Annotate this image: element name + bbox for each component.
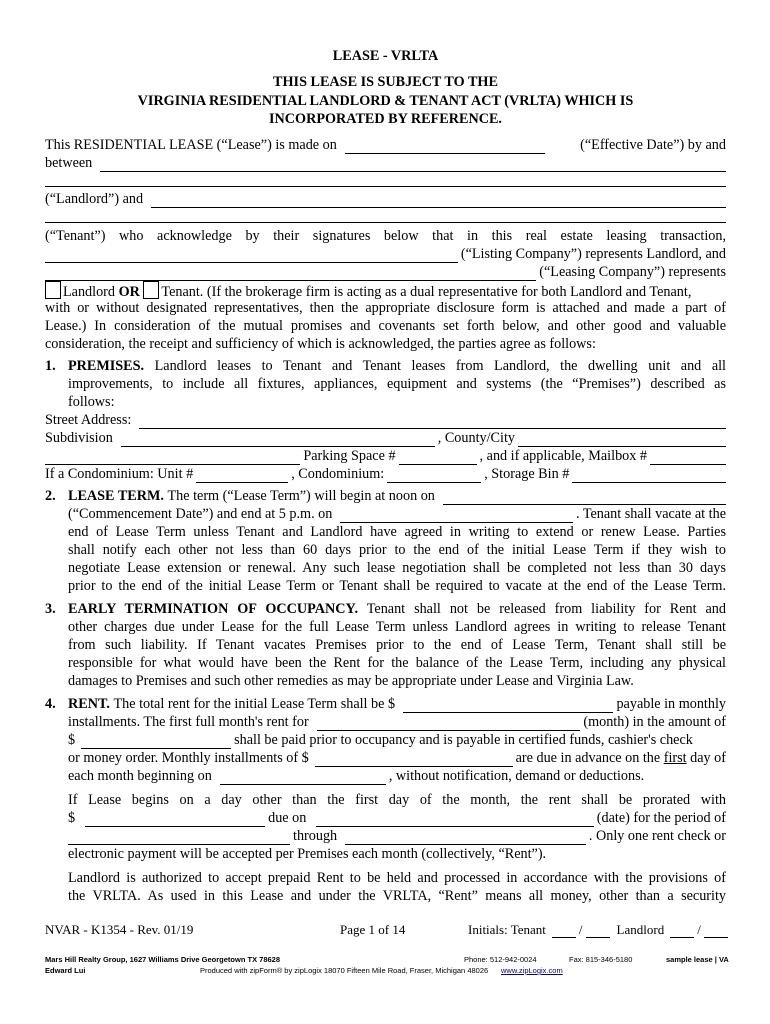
- lease-term-line-4: shall notify each other not less than 60 days prior to the end of the initial Lease Term if they wish to: [68, 542, 726, 558]
- intro-line-landlord: [45, 190, 726, 208]
- rent-text-4b: are due in advance on the: [515, 750, 661, 766]
- leasing-company-field[interactable]: [45, 267, 536, 281]
- rent-text-2b: (month) in the amount of: [583, 714, 726, 730]
- subtitle-line-1: THIS LEASE IS SUBJECT TO THE: [273, 74, 498, 90]
- page-number: Page 1 of 14: [340, 922, 406, 937]
- intro-line-leasing-company: [45, 263, 726, 281]
- street-address-label: Street Address:: [45, 412, 132, 428]
- first-month-amount-field[interactable]: [81, 735, 231, 749]
- commencement-date-field[interactable]: [443, 491, 726, 505]
- rent-line-10: Landlord is authorized to accept prepaid Rent to be held and processed in accordance with the provisions of: [68, 870, 726, 886]
- rent-text-7c: (date) for the period of: [596, 810, 726, 826]
- prorated-amount-field[interactable]: [85, 813, 265, 827]
- premises-number: 1.: [45, 358, 56, 374]
- lease-term-text-2a: (“Commencement Date”) and end at 5 p.m. on: [68, 506, 333, 522]
- street-address-row: [45, 411, 726, 429]
- condominium-row: [45, 465, 726, 483]
- initials-row: [468, 922, 728, 938]
- premises-heading: PREMISES.: [68, 358, 145, 374]
- initials-landlord-label: Landlord: [616, 922, 665, 937]
- early-termination-number: 3.: [45, 601, 56, 617]
- rent-text-3b: shall be paid prior to occupancy and is payable in certified funds, cashier's check: [234, 732, 693, 748]
- premises-line-2: improvements, to include all fixtures, appliances, equipment and systems (the “Premises”) described as: [68, 376, 726, 392]
- rent-number: 4.: [45, 696, 56, 712]
- rent-line-6: If Lease begins on a day other than the first day of the month, the rent shall be prorated with: [68, 792, 726, 808]
- listing-company-text: (“Listing Company”) represents Landlord, and: [460, 246, 726, 262]
- rent-text-4d: day of: [690, 750, 726, 766]
- initials-tenant-label: Initials: Tenant: [468, 922, 546, 937]
- rent-text-1b: payable in monthly: [616, 696, 726, 712]
- form-id: NVAR - K1354 - Rev. 01/19: [45, 922, 194, 937]
- tenant-acknowledge-text: (“Tenant”) who acknowledge by their signatures below that in this real estate leasing transaction,: [45, 228, 726, 244]
- document-name: sample lease | VA: [666, 955, 729, 964]
- intro-line-between: [45, 154, 726, 172]
- rent-text-7b: due on: [268, 810, 307, 826]
- rent-text-8b: . Only one rent check or: [588, 828, 726, 844]
- rent-line-1: [45, 695, 726, 713]
- storage-bin-label: , Storage Bin #: [484, 466, 570, 482]
- early-termination-line-5: damages to Premises and such other remedies as may be appropriate under Lease and Virginia Law.: [68, 673, 634, 689]
- subdivision-row: [45, 429, 726, 447]
- county-field[interactable]: [518, 433, 726, 447]
- prorated-start-field[interactable]: [68, 831, 290, 845]
- or-label: OR: [118, 284, 140, 300]
- effective-date-field[interactable]: [345, 140, 545, 154]
- mailbox-label: , and if applicable, Mailbox #: [479, 448, 647, 464]
- subdivision-field[interactable]: [121, 433, 435, 447]
- tenant-initial-1-field[interactable]: [552, 924, 576, 938]
- rent-line-9: electronic payment will be accepted per Premises each month (collectively, “Rent”).: [68, 846, 547, 862]
- lease-term-text-1: The term (“Lease Term”) will begin at noon on: [167, 488, 435, 504]
- installments-begin-field[interactable]: [220, 771, 386, 785]
- landlord-initial-2-field[interactable]: [704, 924, 728, 938]
- lease-term-line-1: [45, 487, 726, 505]
- lease-term-number: 2.: [45, 488, 56, 504]
- landlord-checkbox[interactable]: [45, 281, 61, 299]
- ziplogix-link[interactable]: www.zipLogix.com: [501, 966, 563, 975]
- rent-text-4a: or money order. Monthly installments of $: [68, 750, 309, 766]
- rent-line-2: [68, 713, 726, 731]
- landlord-name-field-2[interactable]: [45, 186, 726, 187]
- street-address-field[interactable]: [139, 415, 726, 429]
- tenant-option-label: Tenant. (If the brokerage firm is acting as a dual representative for both Landlord and Tenant,: [161, 284, 692, 300]
- early-termination-text-1: Tenant shall not be released from liability for Rent and: [366, 601, 726, 617]
- company-phone: Phone: 512-942-0024: [464, 955, 537, 964]
- intro-line-made-on: [45, 136, 726, 154]
- rent-text-3a: $: [68, 732, 76, 748]
- early-termination-line-3: from such liability. If Tenant vacates Premises prior to the end of Lease Term, Tenant shall still be: [68, 637, 726, 653]
- rent-line-5: [68, 767, 726, 785]
- landlord-initial-1-field[interactable]: [670, 924, 694, 938]
- between-text: between: [45, 155, 93, 171]
- lease-term-line-3: end of Lease Term unless Tenant and Landlord have agreed in writing to extend or renew Lease. Parties: [68, 524, 726, 540]
- lease-term-heading: LEASE TERM.: [68, 488, 164, 504]
- rent-text-2a: installments. The first full month's rent for: [68, 714, 309, 730]
- company-fax: Fax: 815-346-5180: [569, 955, 633, 964]
- lease-term-text-2b: . Tenant shall vacate at the: [575, 506, 726, 522]
- company-info: Mars Hill Realty Group, 1627 Williams Drive Georgetown TX 78628: [45, 955, 281, 964]
- county-label: , County/City: [437, 430, 515, 446]
- rent-text-5b: , without notification, demand or deductions.: [388, 768, 645, 784]
- intro-line-representation: [45, 281, 726, 301]
- prorated-end-field[interactable]: [345, 831, 586, 845]
- parking-label: Parking Space #: [303, 448, 396, 464]
- effective-date-text: (“Effective Date”) by and: [580, 137, 726, 153]
- early-termination-heading: EARLY TERMINATION OF OCCUPANCY.: [68, 601, 359, 617]
- parking-prefix-field[interactable]: [45, 451, 300, 465]
- intro-paragraph-line-4: consideration, the receipt and sufficiency of which is acknowledged, the parties agree as follows:: [45, 336, 596, 352]
- rent-text-4c: first: [663, 750, 687, 766]
- lease-term-line-2: [68, 505, 726, 523]
- leasing-company-text: (“Leasing Company”) represents: [539, 264, 726, 280]
- agent-name: Edward Lui: [45, 966, 86, 975]
- rent-line-8: [68, 827, 726, 845]
- end-date-field[interactable]: [340, 509, 573, 523]
- rent-text-8a: through: [293, 828, 338, 844]
- prorated-date-field[interactable]: [316, 813, 593, 827]
- lease-term-line-6: prior to the end of the initial Lease Term or Tenant shall be required to vacate at the end of the Lease Term.: [68, 578, 726, 594]
- condominium-label: , Condominium:: [291, 466, 385, 482]
- rent-text-1a: The total rent for the initial Lease Term shall be $: [113, 696, 396, 712]
- landlord-option-label: Landlord: [63, 284, 116, 300]
- early-termination-line-1: [45, 600, 726, 618]
- rent-line-7: [68, 809, 726, 827]
- mailbox-field[interactable]: [650, 451, 726, 465]
- document-title: LEASE - VRLTA: [332, 48, 439, 64]
- subtitle-line-2: VIRGINIA RESIDENTIAL LANDLORD & TENANT ACT (VRLTA) WHICH IS: [137, 93, 634, 109]
- rent-text-7a: $: [68, 810, 76, 826]
- rent-line-4: [68, 749, 726, 767]
- premises-text-1: Landlord leases to Tenant and Tenant leases from Landlord, the dwelling unit and all: [154, 358, 726, 374]
- early-termination-line-2: other charges due under Lease for the full Lease Term unless Landlord agrees in writing to release Tenant: [68, 619, 726, 635]
- rent-text-5a: each month beginning on: [68, 768, 212, 784]
- first-month-field[interactable]: [317, 717, 581, 731]
- tenant-name-field-1[interactable]: [151, 194, 726, 208]
- rent-line-11: the VRLTA. As used in this Lease and under the VRLTA, “Rent” means all money, other than a security: [68, 888, 726, 904]
- premises-line-1: [45, 357, 726, 375]
- landlord-name-field-1[interactable]: [100, 158, 726, 172]
- zipform-notice: Produced with zipForm® by zipLogix 18070 Fifteen Mile Road, Fraser, Michigan 48026: [200, 966, 489, 975]
- monthly-installment-field[interactable]: [315, 753, 513, 767]
- parking-space-field[interactable]: [399, 451, 477, 465]
- subtitle-line-3: INCORPORATED BY REFERENCE.: [269, 111, 502, 127]
- premises-line-3: follows:: [68, 394, 115, 410]
- intro-paragraph-line-3: Lease.) In consideration of the mutual promises and covenants set forth below, and other good and valuable: [45, 318, 726, 334]
- condo-unit-label: If a Condominium: Unit #: [45, 466, 194, 482]
- rent-line-3: [68, 731, 726, 749]
- condominium-field[interactable]: [387, 469, 481, 483]
- initials-slash-2: /: [697, 922, 701, 937]
- lease-term-line-5: negotiate Lease extension or renewal. Any such lease negotiation shall be completed not less than 30 days: [68, 560, 726, 576]
- intro-paragraph-line-2: with or without designated representatives, then the appropriate disclosure form is attached and made a part of: [45, 300, 726, 316]
- made-on-text: This RESIDENTIAL LEASE (“Lease”) is made on: [45, 137, 337, 153]
- landlord-and-text: (“Landlord”) and: [45, 191, 144, 207]
- listing-company-field[interactable]: [45, 249, 458, 263]
- storage-bin-field[interactable]: [572, 469, 726, 483]
- parking-row: [45, 447, 726, 465]
- subdivision-label: Subdivision: [45, 430, 113, 446]
- condo-unit-field[interactable]: [196, 469, 288, 483]
- tenant-checkbox[interactable]: [143, 281, 159, 299]
- intro-line-listing-company: [45, 245, 726, 263]
- initials-slash-1: /: [578, 922, 583, 937]
- tenant-name-field-2[interactable]: [45, 222, 726, 223]
- total-rent-field[interactable]: [403, 699, 613, 713]
- tenant-initial-2-field[interactable]: [586, 924, 610, 938]
- rent-heading: RENT.: [68, 696, 110, 712]
- early-termination-line-4: responsible for what would have been the Rent for the balance of the Lease Term, including any physical: [68, 655, 726, 671]
